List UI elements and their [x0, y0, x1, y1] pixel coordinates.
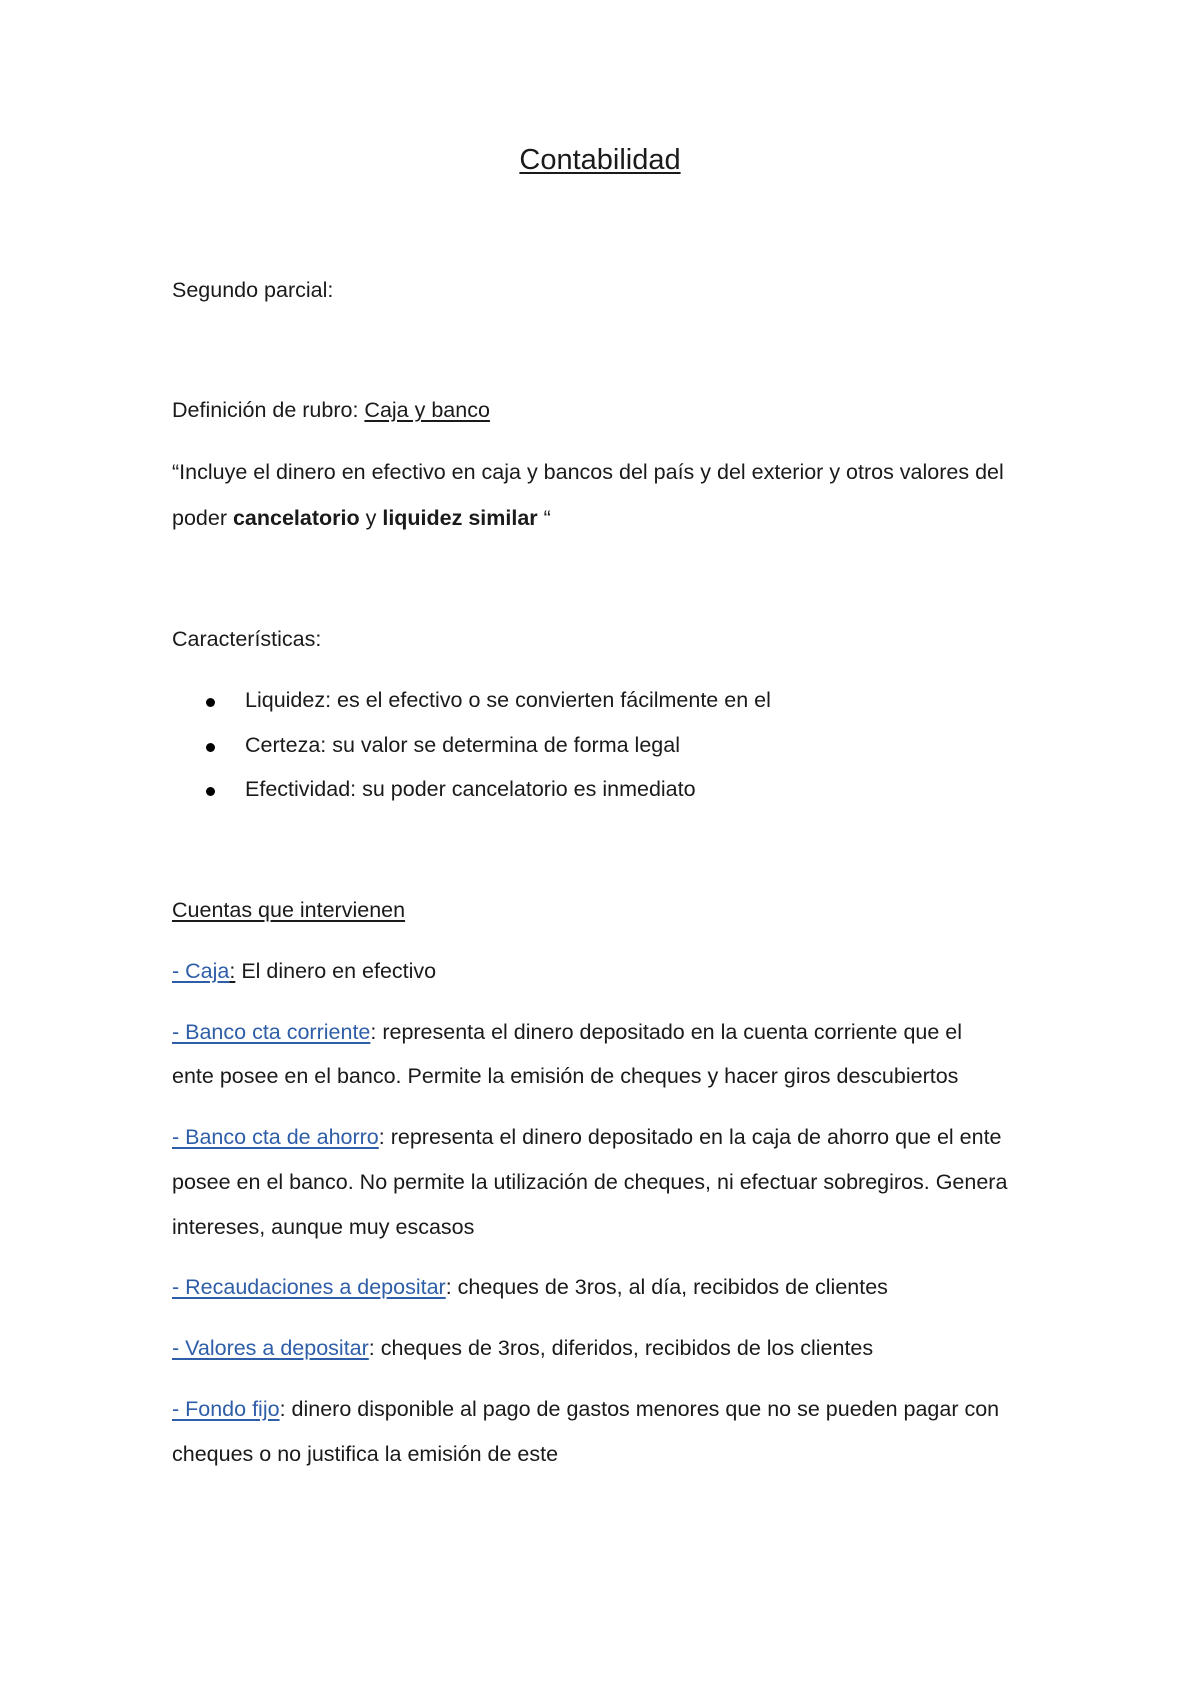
account-caja-link[interactable]: - Caja — [172, 959, 230, 983]
quote-text-start: poder — [172, 506, 233, 530]
definition-line — [172, 398, 490, 423]
definition-quote-line-2 — [172, 506, 551, 531]
list-item-text: Efectividad: su poder cancelatorio es inmediato — [245, 777, 696, 801]
accounts-heading: Cuentas que intervienen — [172, 898, 406, 922]
account-recaudaciones — [172, 1275, 888, 1300]
list-item-text: Liquidez: es el efectivo o se convierten fácilmente en el — [245, 688, 771, 712]
document-title-text: Contabilidad — [519, 144, 681, 176]
bullet-icon — [206, 743, 215, 752]
account-valores-link[interactable]: - Valores a depositar — [172, 1336, 369, 1360]
quote-text-end: “ — [537, 506, 551, 530]
definition-label: Definición de rubro: — [172, 398, 365, 422]
account-banco-cc — [172, 1020, 962, 1045]
account-fondo-fijo — [172, 1397, 999, 1422]
account-valores-desc: : cheques de 3ros, diferidos, recibidos de los clientes — [368, 1336, 874, 1360]
account-recaudaciones-desc: : cheques de 3ros, al día, recibidos de clientes — [445, 1275, 888, 1299]
definition-term: Caja y banco — [364, 398, 490, 422]
quote-text-mid: y — [359, 506, 383, 530]
account-banco-ahorro — [172, 1125, 1002, 1150]
account-fondo-fijo-desc-2: cheques o no justifica la emisión de este — [172, 1442, 559, 1466]
quote-bold-cancelatorio: cancelatorio — [232, 506, 360, 530]
bullet-icon — [206, 787, 215, 796]
account-valores — [172, 1336, 873, 1361]
list-item-text: Certeza: su valor se determina de forma legal — [245, 733, 680, 757]
account-banco-ahorro-desc-1: : representa el dinero depositado en la caja de ahorro que el ente — [378, 1125, 1002, 1149]
account-banco-ahorro-link[interactable]: - Banco cta de ahorro — [172, 1125, 379, 1149]
document-title — [0, 144, 1200, 177]
features-heading: Características: — [172, 627, 322, 651]
account-caja — [172, 959, 436, 984]
account-banco-cc-desc-1: : representa el dinero depositado en la cuenta corriente que el — [370, 1020, 963, 1044]
account-banco-cc-link[interactable]: - Banco cta corriente — [172, 1020, 371, 1044]
account-banco-cc-desc-2: ente posee en el banco. Permite la emisión de cheques y hacer giros descubiertos — [172, 1064, 959, 1088]
subtitle: Segundo parcial: — [172, 278, 334, 302]
account-recaudaciones-link[interactable]: - Recaudaciones a depositar — [172, 1275, 446, 1299]
definition-quote-line-1: “Incluye el dinero en efectivo en caja y bancos del país y del exterior y otros valores del — [172, 460, 1004, 484]
account-fondo-fijo-desc-1: : dinero disponible al pago de gastos menores que no se pueden pagar con — [279, 1397, 1000, 1421]
account-fondo-fijo-link[interactable]: - Fondo fijo — [172, 1397, 280, 1421]
account-caja-desc: El dinero en efectivo — [235, 959, 437, 983]
quote-bold-liquidez: liquidez similar — [382, 506, 538, 530]
account-banco-ahorro-desc-2: posee en el banco. No permite la utilización de cheques, ni efectuar sobregiros. Genera — [172, 1170, 1008, 1194]
account-banco-ahorro-desc-3: intereses, aunque muy escasos — [172, 1215, 475, 1239]
bullet-icon — [206, 698, 215, 707]
account-caja-colon: : — [229, 959, 236, 983]
